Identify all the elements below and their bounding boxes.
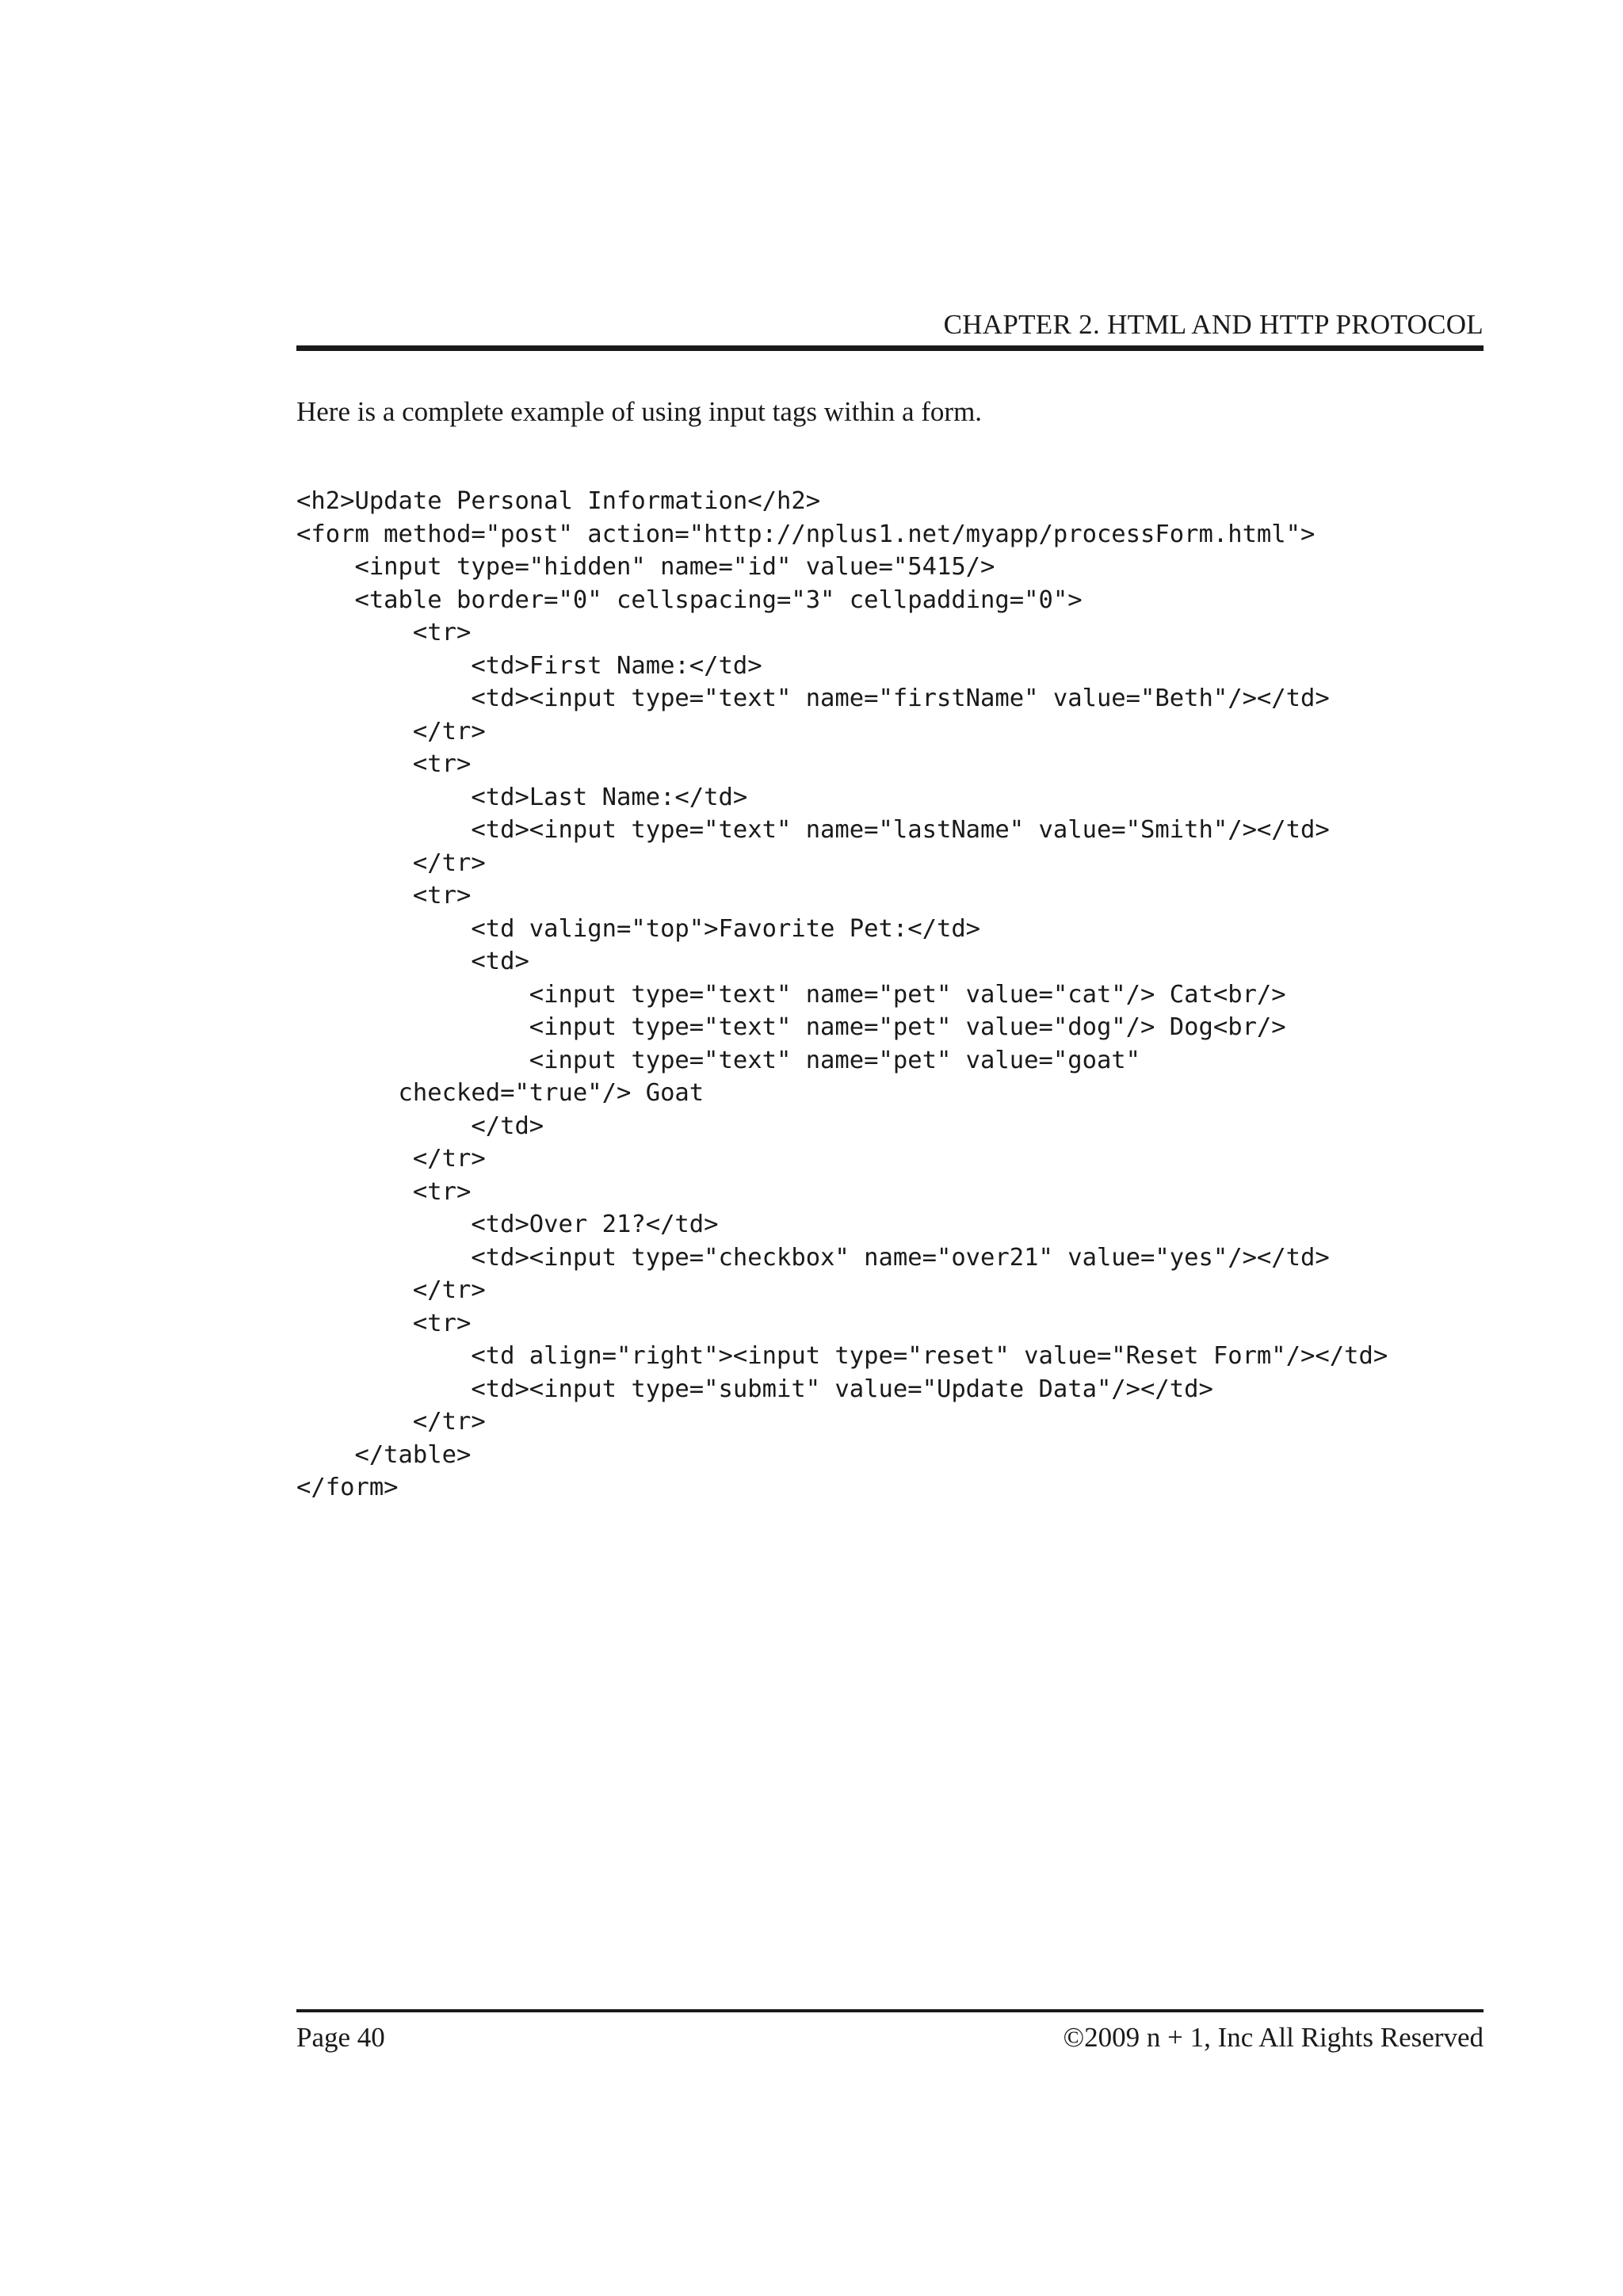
footer-rule bbox=[296, 2009, 1484, 2012]
code-line: </table> bbox=[296, 1440, 472, 1469]
code-line: </form> bbox=[296, 1474, 399, 1501]
intro-paragraph: Here is a complete example of using input tags within a form. bbox=[296, 396, 983, 427]
page-number: Page 40 bbox=[296, 2022, 385, 2053]
code-line: <input type="text" name="pet" value="goat" bbox=[296, 1046, 1141, 1074]
code-line: <td valign="top">Favorite Pet:</td> bbox=[296, 914, 981, 943]
code-line: <h2>Update Personal Information</h2> bbox=[296, 487, 821, 515]
code-line: <td><input type="text" name="firstName" value="Beth"/></td> bbox=[296, 685, 1330, 712]
code-line: </tr> bbox=[296, 1145, 486, 1173]
code-line: <form method="post" action="http://nplus1.net/myapp/processForm.html"> bbox=[296, 520, 1316, 548]
code-line: <input type="text" name="pet" value="dog"/> Dog<br/> bbox=[296, 1013, 1286, 1041]
code-line: <td><input type="text" name="lastName" value="Smith"/></td> bbox=[296, 816, 1330, 844]
code-line: </tr> bbox=[296, 1276, 486, 1304]
code-line: <td>First Name:</td> bbox=[296, 651, 762, 680]
header-rule bbox=[296, 345, 1484, 351]
code-line: <td><input type="checkbox" name="over21" value="yes"/></td> bbox=[296, 1243, 1330, 1272]
code-line: <table border="0" cellspacing="3" cellpadding="0"> bbox=[296, 585, 1083, 614]
code-line: </tr> bbox=[296, 717, 486, 746]
code-line: </td> bbox=[296, 1112, 544, 1140]
code-listing bbox=[296, 485, 1388, 1505]
code-line: checked="true"/> Goat bbox=[296, 1079, 705, 1107]
code-line: <input type="hidden" name="id" value="5415/> bbox=[296, 553, 995, 581]
code-line: <tr> bbox=[296, 750, 472, 778]
copyright-notice: ©2009 n + 1, Inc All Rights Reserved bbox=[1063, 2022, 1484, 2053]
chapter-header: CHAPTER 2. HTML AND HTTP PROTOCOL bbox=[943, 309, 1484, 340]
code-line: <td align="right"><input type="reset" value="Reset Form"/></td> bbox=[296, 1342, 1388, 1370]
code-line: <td>Over 21?</td> bbox=[296, 1211, 719, 1238]
code-line: <td> bbox=[296, 948, 529, 975]
code-line: </tr> bbox=[296, 849, 486, 877]
code-line: <tr> bbox=[296, 619, 472, 646]
code-line: </tr> bbox=[296, 1408, 486, 1436]
code-line: <input type="text" name="pet" value="cat"/> Cat<br/> bbox=[296, 980, 1286, 1009]
code-line: <td>Last Name:</td> bbox=[296, 783, 748, 811]
code-line: <tr> bbox=[296, 882, 472, 910]
code-line: <tr> bbox=[296, 1177, 472, 1206]
code-line: <tr> bbox=[296, 1309, 472, 1337]
code-line: <td><input type="submit" value="Update Data"/></td> bbox=[296, 1375, 1213, 1403]
